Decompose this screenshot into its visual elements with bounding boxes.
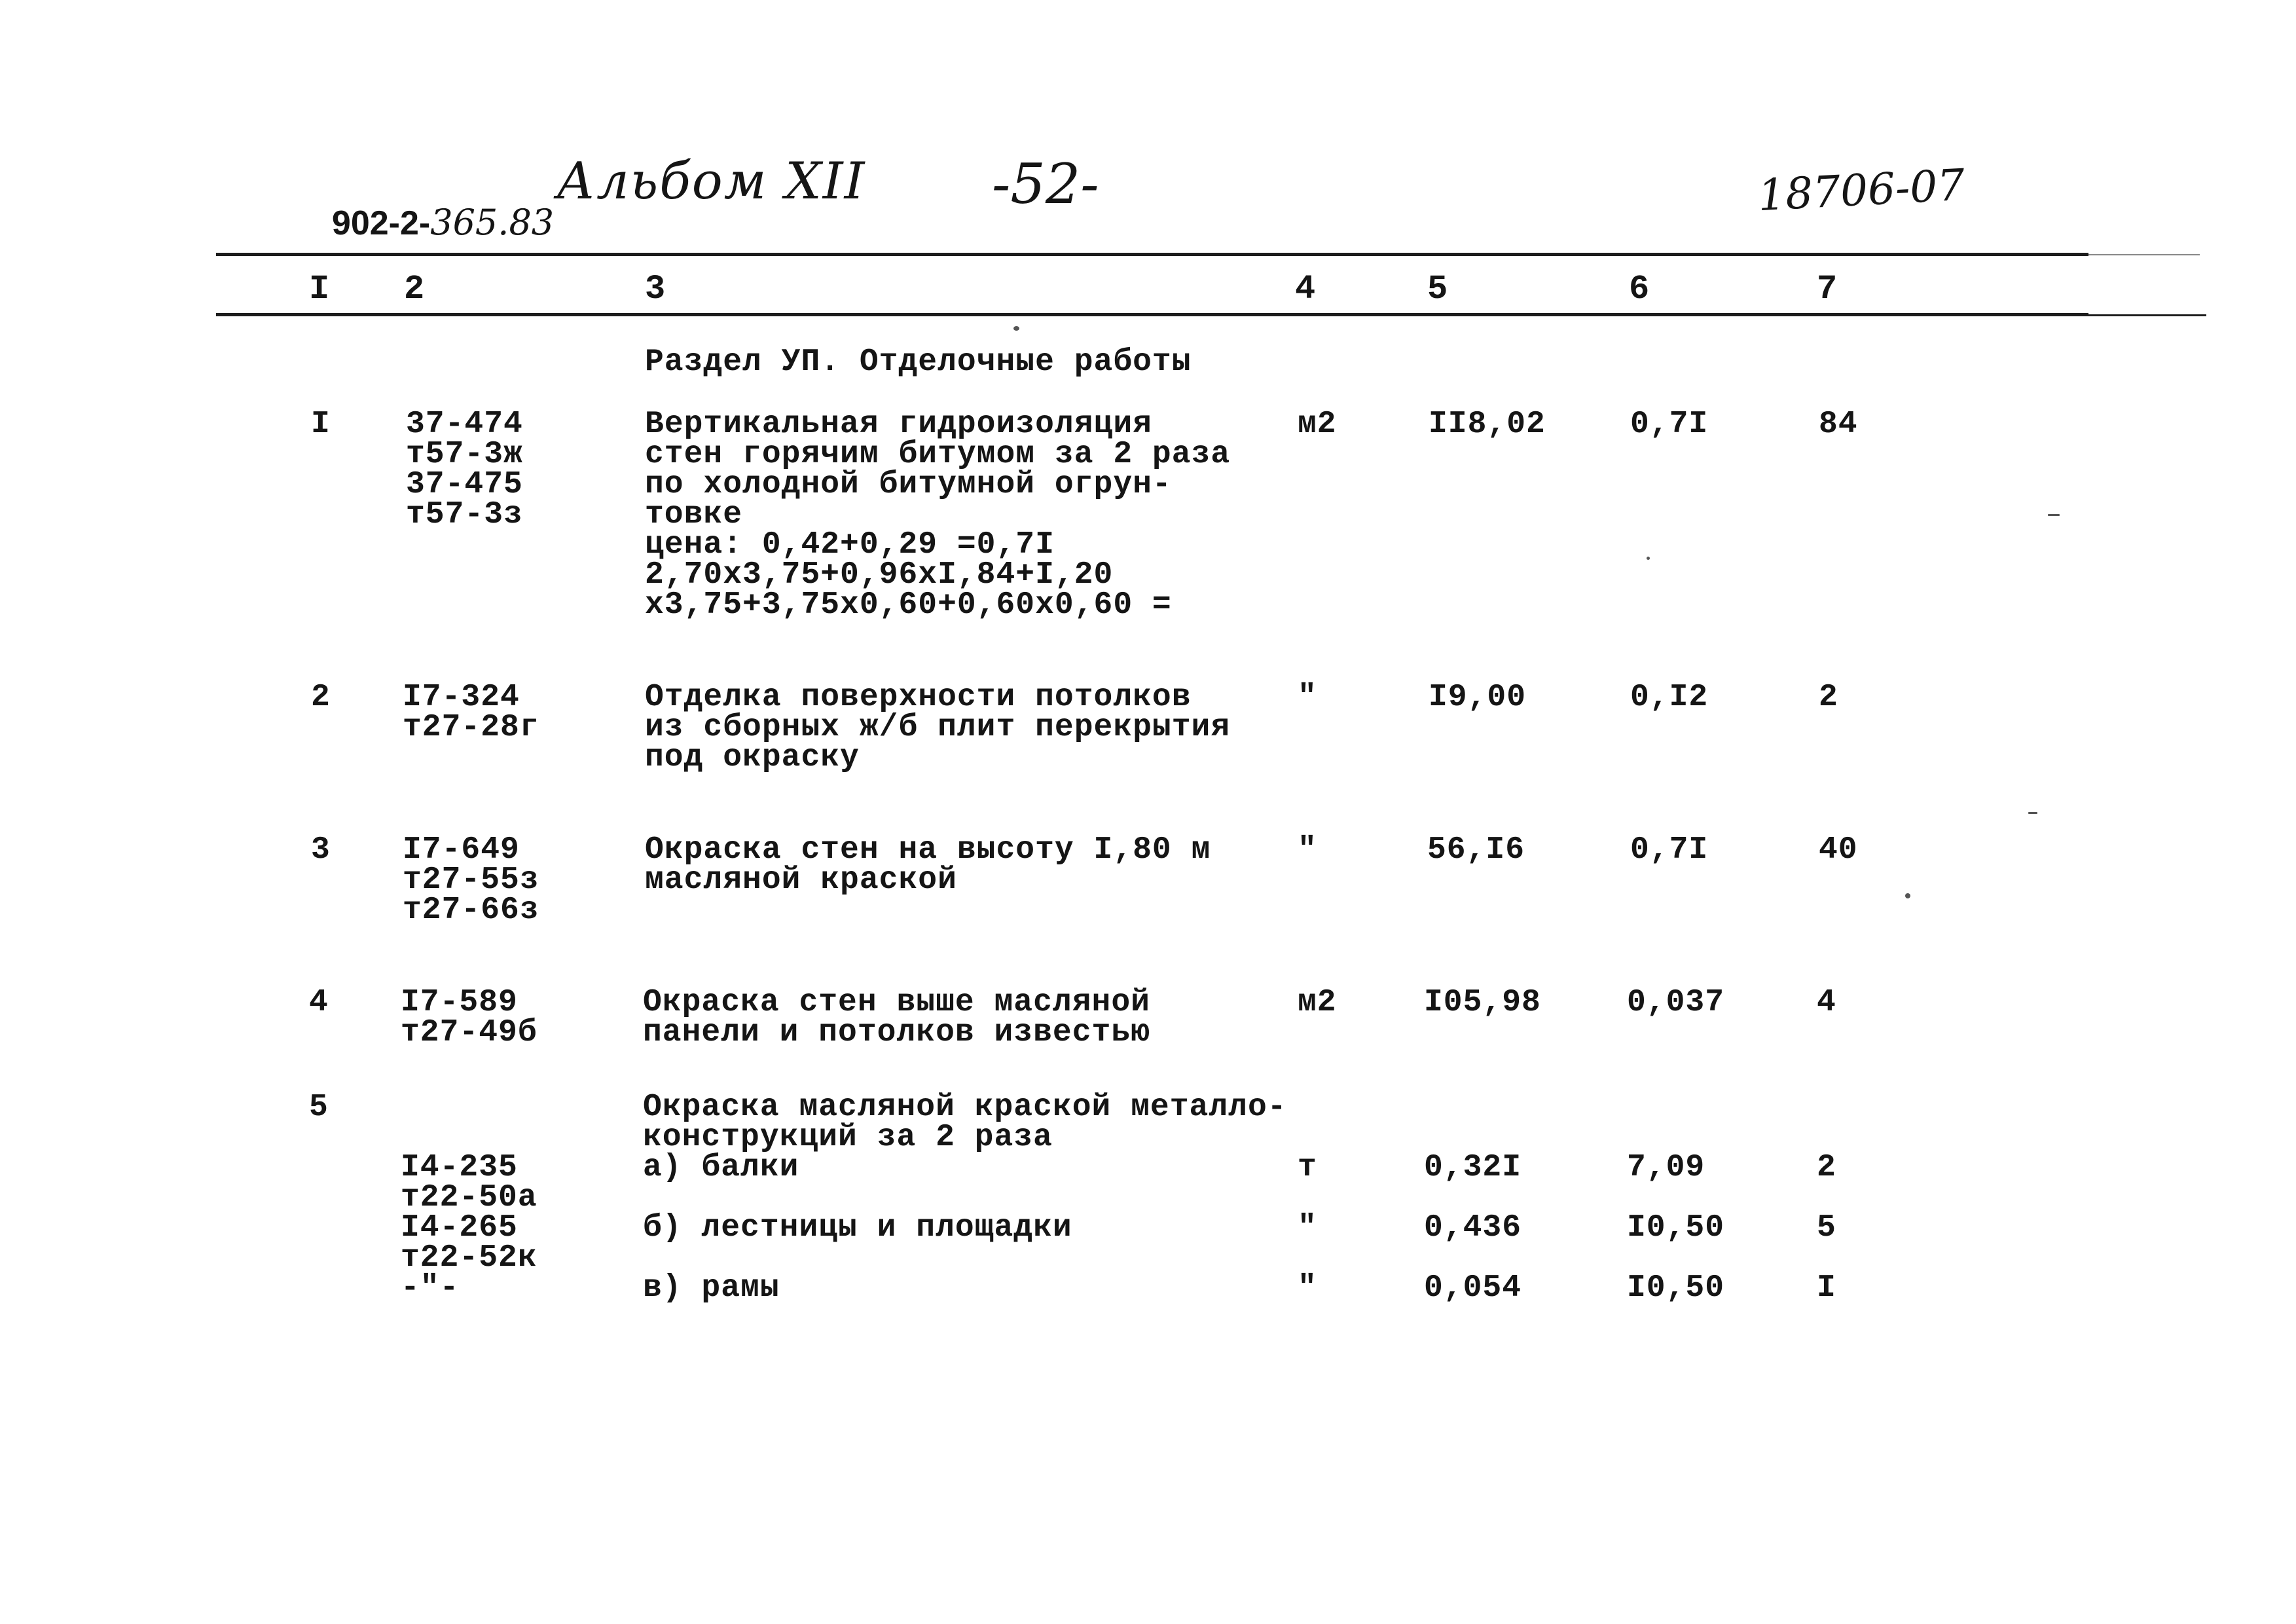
unit: м2 xyxy=(1298,985,1337,1020)
work-description: 2,70х3,75+0,96хI,84+I,20 xyxy=(645,557,1114,593)
norm-code: I7-324 xyxy=(403,680,520,715)
quantity: 0,054 xyxy=(1424,1270,1522,1306)
work-description: Окраска стен на высоту I,80 м xyxy=(645,832,1211,868)
quantity: 0,32I xyxy=(1424,1150,1522,1185)
norm-code: т27-49б xyxy=(401,1015,538,1050)
work-description: х3,75+3,75х0,60+0,60х0,60 = xyxy=(645,587,1172,623)
quantity: 56,I6 xyxy=(1427,832,1525,868)
quantity: I05,98 xyxy=(1424,985,1541,1020)
work-description: Окраска стен выше масляной xyxy=(643,985,1150,1020)
work-description: Окраска масляной краской металло- xyxy=(643,1090,1287,1125)
total: 5 xyxy=(1817,1210,1836,1246)
norm-code: 37-474 xyxy=(406,407,523,442)
rate: 0,037 xyxy=(1627,985,1725,1020)
rate: 7,09 xyxy=(1627,1150,1705,1185)
row-number: 3 xyxy=(311,832,331,868)
quantity: I9,00 xyxy=(1429,680,1527,715)
register-number: 18706-07 xyxy=(1757,159,1967,221)
norm-code: т27-66з xyxy=(403,893,539,928)
rate: 0,7I xyxy=(1630,832,1709,868)
doc-code xyxy=(313,162,554,243)
unit: т xyxy=(1298,1150,1317,1185)
header-rule-ext xyxy=(2088,314,2206,316)
doc-code-printed: 902-2- xyxy=(331,204,431,242)
work-description: панели и потолков известью xyxy=(643,1015,1150,1050)
col-header-1: I xyxy=(309,270,330,308)
unit: " xyxy=(1298,832,1317,868)
top-rule xyxy=(216,253,2088,256)
norm-code: т57-3з xyxy=(406,497,523,532)
norm-code: I4-235 xyxy=(401,1150,518,1185)
unit: " xyxy=(1298,1270,1317,1306)
unit: " xyxy=(1298,1210,1317,1246)
norm-code: 37-475 xyxy=(406,467,523,502)
unit: " xyxy=(1298,680,1317,715)
norm-code: т22-50а xyxy=(401,1180,538,1215)
work-description: Вертикальная гидроизоляция xyxy=(645,407,1152,442)
subitem-description: в) рамы xyxy=(643,1270,780,1306)
total: 2 xyxy=(1817,1150,1836,1185)
subitem-description: б) лестницы и площадки xyxy=(643,1210,1072,1246)
header-rule xyxy=(216,313,2088,316)
work-description: под окраску xyxy=(645,740,860,775)
total: I xyxy=(1817,1270,1836,1306)
total: 4 xyxy=(1817,985,1836,1020)
page-number: -52- xyxy=(992,152,1099,216)
row-number: 4 xyxy=(309,985,329,1020)
quantity: II8,02 xyxy=(1429,407,1546,442)
work-description: из сборных ж/б плит перекрытия xyxy=(645,710,1231,745)
work-description: товке xyxy=(645,497,743,532)
col-header-7: 7 xyxy=(1817,270,1838,308)
work-description: стен горячим битумом за 2 раза xyxy=(645,437,1231,472)
row-number: I xyxy=(311,407,331,442)
work-description: Отделка поверхности потолков xyxy=(645,680,1192,715)
col-header-2: 2 xyxy=(404,270,425,308)
scan-speck xyxy=(1647,557,1650,560)
col-header-3: 3 xyxy=(645,270,666,308)
subitem-description: а) балки xyxy=(643,1150,799,1185)
norm-code: I7-589 xyxy=(401,985,518,1020)
scan-speck xyxy=(1905,893,1910,898)
doc-code-handwritten: 365.83 xyxy=(430,202,555,243)
album-title: Альбом XII xyxy=(556,152,866,211)
unit: м2 xyxy=(1298,407,1337,442)
norm-code: -"- xyxy=(401,1270,460,1306)
top-rule-faint xyxy=(2088,254,2200,255)
row-number: 2 xyxy=(311,680,331,715)
norm-code: т27-28г xyxy=(403,710,539,745)
section-title: Раздел УП. Отделочные работы xyxy=(645,344,1192,380)
norm-code: т27-55з xyxy=(403,862,539,898)
row-number: 5 xyxy=(309,1090,329,1125)
work-description: по холодной битумной огрун- xyxy=(645,467,1172,502)
total: 40 xyxy=(1819,832,1858,868)
rate: I0,50 xyxy=(1627,1210,1725,1246)
norm-code: I4-265 xyxy=(401,1210,518,1246)
rate: 0,7I xyxy=(1630,407,1709,442)
work-description: масляной краской xyxy=(645,862,957,898)
norm-code: т22-52к xyxy=(401,1240,538,1276)
total: 2 xyxy=(1819,680,1838,715)
norm-code: т57-3ж xyxy=(406,437,523,472)
col-header-4: 4 xyxy=(1295,270,1316,308)
rate: 0,I2 xyxy=(1630,680,1709,715)
scan-speck xyxy=(2028,812,2037,814)
quantity: 0,436 xyxy=(1424,1210,1522,1246)
scan-speck xyxy=(2048,514,2060,516)
work-description: конструкций за 2 раза xyxy=(643,1120,1053,1155)
rate: I0,50 xyxy=(1627,1270,1725,1306)
work-description: цена: 0,42+0,29 =0,7I xyxy=(645,527,1055,563)
col-header-5: 5 xyxy=(1427,270,1448,308)
total: 84 xyxy=(1819,407,1858,442)
norm-code: I7-649 xyxy=(403,832,520,868)
col-header-6: 6 xyxy=(1629,270,1650,308)
scan-speck xyxy=(1013,326,1019,331)
